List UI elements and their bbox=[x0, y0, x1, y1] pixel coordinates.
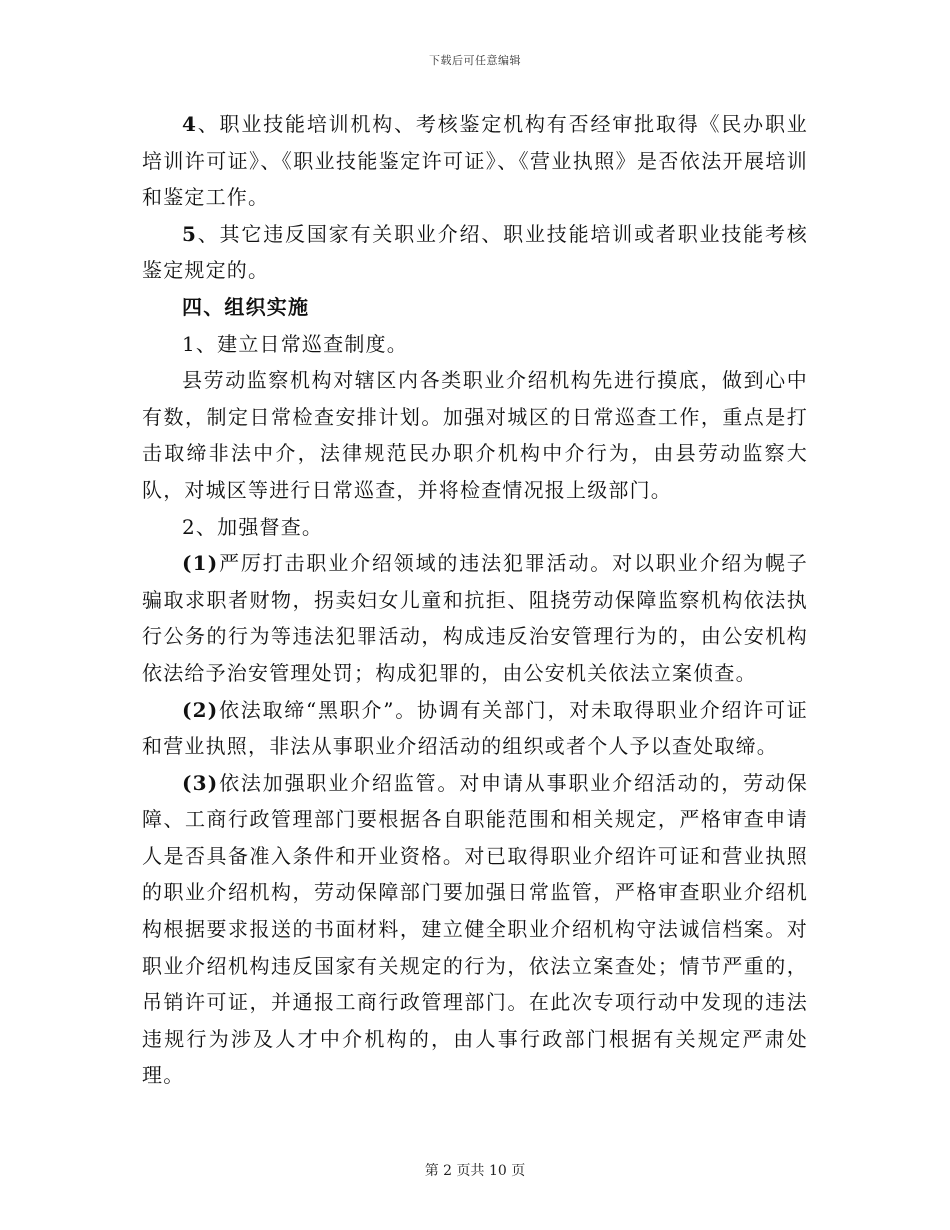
paragraph-subitem-3 bbox=[142, 765, 808, 1094]
page-header: 下载后可任意编辑 bbox=[429, 54, 521, 67]
item-number: 4 bbox=[182, 112, 198, 136]
paragraph-text: 严厉打击职业介绍领域的违法犯罪活动。对以职业介绍为幌子骗取求职者财物，拐卖妇女儿童和抗拒、阻挠劳动保障监察机构依法执行公务的行为等违法犯罪活动，构成违反治安管理行为的，由公安机构依法给予治安管理处罚；构成犯罪的，由公安机关依法立案侦查。 bbox=[142, 551, 808, 685]
subitem-number: (1) bbox=[182, 551, 219, 576]
section-heading: 四、组织实施 bbox=[182, 294, 310, 319]
paragraph-text: 、其它违反国家有关职业介绍、职业技能培训或者职业技能考核鉴定规定的。 bbox=[142, 221, 808, 283]
subsection-heading-2: 2、加强督查。 bbox=[182, 514, 324, 539]
paragraph-item-5 bbox=[142, 216, 808, 289]
subsection-heading-1: 1、建立日常巡查制度。 bbox=[182, 331, 408, 356]
subitem-number: (3) bbox=[182, 770, 219, 795]
paragraph-text: 依法加强职业介绍监管。对申请从事职业介绍活动的，劳动保障、工商行政管理部门要根据各自职能范围和相关规定，严格审查申请人是否具备准入条件和开业资格。对已取得职业介绍许可证和营业执照的职业介绍机构，劳动保障部门要加强日常监管，严格审查职业介绍机构根据要求报送的书面材料，建立健全职业介绍机构守法诚信档案。对职业介绍机构违反国家有关规定的行为，依法立案查处；情节严重的，吊销许可证，并通报工商行政管理部门。在此次专项行动中发现的违法违规行为涉及人才中介机构的，由人事行政部门根据有关规定严肃处理。 bbox=[142, 770, 808, 1088]
paragraph-daily-patrol: 县劳动监察机构对辖区内各类职业介绍机构先进行摸底，做到心中有数，制定日常检查安排计划。加强对城区的日常巡查工作，重点是打击取缔非法中介，法律规范民办职介机构中介行为，由县劳动监察大队，对城区等进行日常巡查，并将检查情况报上级部门。 bbox=[142, 368, 808, 502]
page-number-footer: 第 2 页共 10 页 bbox=[424, 1163, 526, 1179]
paragraph-text: 、职业技能培训机构、考核鉴定机构有否经审批取得《民办职业培训许可证》、《职业技能鉴定许可证》、《营业执照》是否依法开展培训和鉴定工作。 bbox=[142, 112, 808, 210]
paragraph-subitem-2 bbox=[142, 692, 808, 765]
item-number: 5 bbox=[182, 221, 198, 246]
subitem-number: (2) bbox=[182, 697, 219, 722]
paragraph-item-4 bbox=[142, 106, 808, 216]
paragraph-subitem-1 bbox=[142, 545, 808, 691]
paragraph-text: 依法取缔“黑职介”。协调有关部门，对未取得职业介绍许可证和营业执照，非法从事职业介绍活动的组织或者个人予以查处取缔。 bbox=[142, 697, 808, 759]
document-body bbox=[142, 106, 808, 1094]
